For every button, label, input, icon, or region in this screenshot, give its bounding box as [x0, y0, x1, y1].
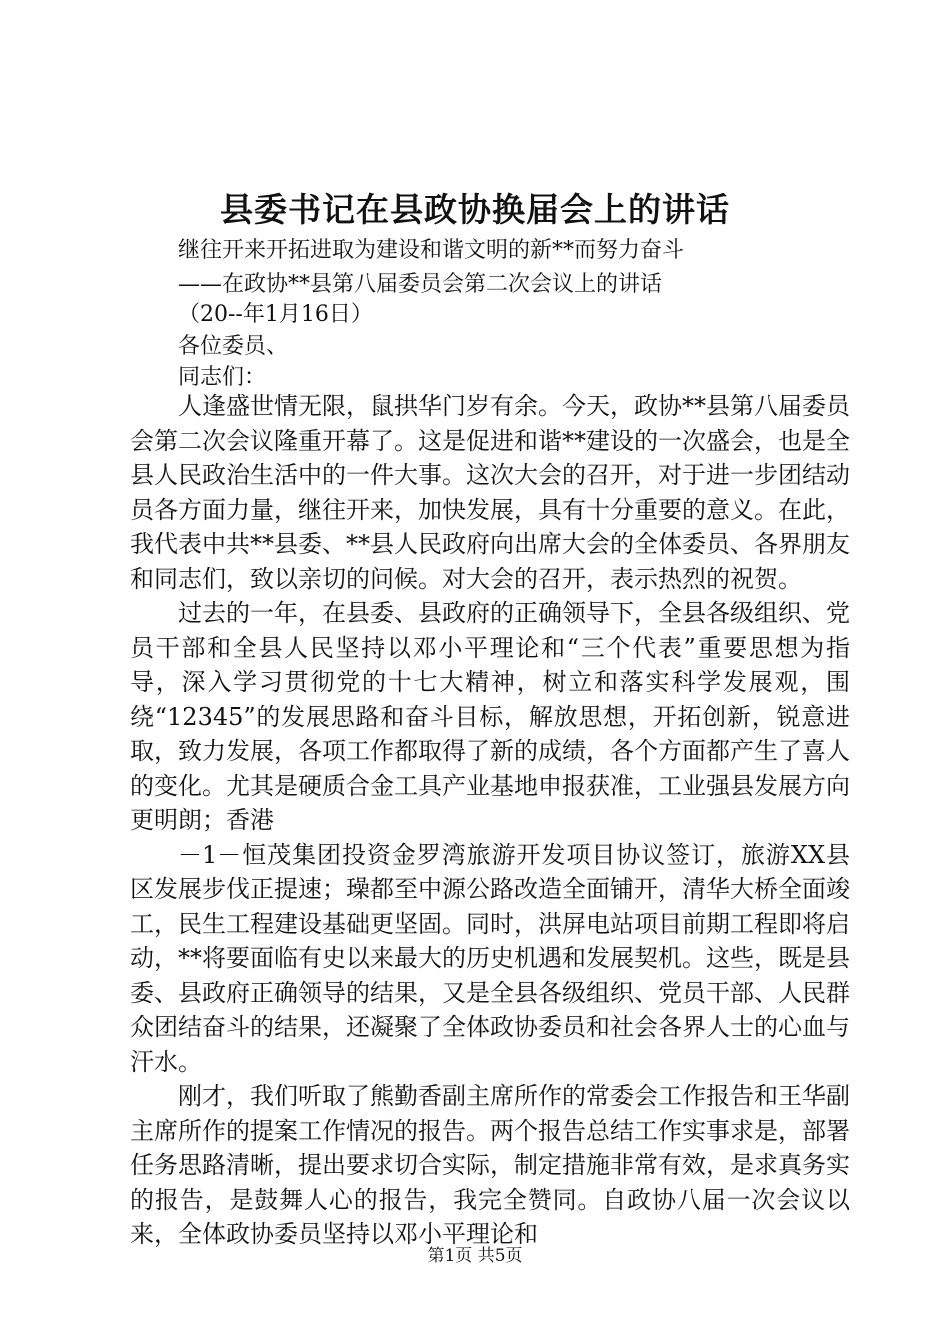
document-title: 县委书记在县政协换届会上的讲话	[220, 190, 730, 229]
speech-body	[130, 389, 850, 1252]
body-paragraph-2: 过去的一年，在县委、县政府的正确领导下，全县各级组织、党员干部和全县人民坚持以邓小平理论和“三个代表”重要思想为指导，深入学习贯彻党的十七大精神，树立和落实科学发展观，围绕“12345”的发展思路和奋斗目标，解放思想，开拓创新，锐意进取，致力发展，各项工作都取得了新的成绩，各个方面都产生了喜人的变化。尤其是硬质合金工具产业基地申报获准，工业强县发展方向更明朗；香港	[130, 599, 850, 834]
body-paragraph-4: 刚才，我们听取了熊勤香副主席所作的常委会工作报告和王华副主席所作的提案工作情况的报告。两个报告总结工作实事求是，部署任务思路清晰，提出要求切合实际，制定措施非常有效，是求真务实的报告，是鼓舞人心的报告，我完全赞同。自政协八届一次会议以来，全体政协委员坚持以邓小平理论和	[130, 1082, 850, 1248]
document-date: （20--年1月16日）	[178, 302, 373, 327]
salutation-comrades: 同志们：	[178, 365, 267, 390]
document-subtitle: 继往开来开拓进取为建设和谐文明的新**而努力奋斗	[178, 238, 685, 263]
document-subtitle-occasion: ——在政协**县第八届委员会第二次会议上的讲话	[178, 272, 663, 297]
salutation-members: 各位委员、	[178, 334, 289, 359]
page-footer: 第1页 共5页	[427, 1246, 523, 1266]
body-paragraph-3: －1－恒茂集团投资金罗湾旅游开发项目协议签订，旅游XX县区发展步伐正提速；璪都至中源公路改造全面铺开，清华大桥全面竣工，民生工程建设基础更坚固。同时，洪屏电站项目前期工程即将启动，**将要面临有史以来最大的历史机遇和发展契机。这些，既是县委、县政府正确领导的结果，又是全县各级组织、党员干部、人民群众团结奋斗的结果，还凝聚了全体政协委员和社会各界人士的心血与汗水。	[130, 840, 850, 1076]
body-paragraph-1: 人逢盛世情无限，鼠拱华门岁有余。今天，政协**县第八届委员会第二次会议隆重开幕了。这是促进和谐**建设的一次盛会，也是全县人民政治生活中的一件大事。这次大会的召开，对于进一步团结动员各方面力量，继往开来，加快发展，具有十分重要的意义。在此，我代表中共**县委、**县人民政府向出席大会的全体委员、各界朋友和同志们，致以亲切的问候。对大会的召开，表示热烈的祝贺。	[130, 392, 850, 593]
